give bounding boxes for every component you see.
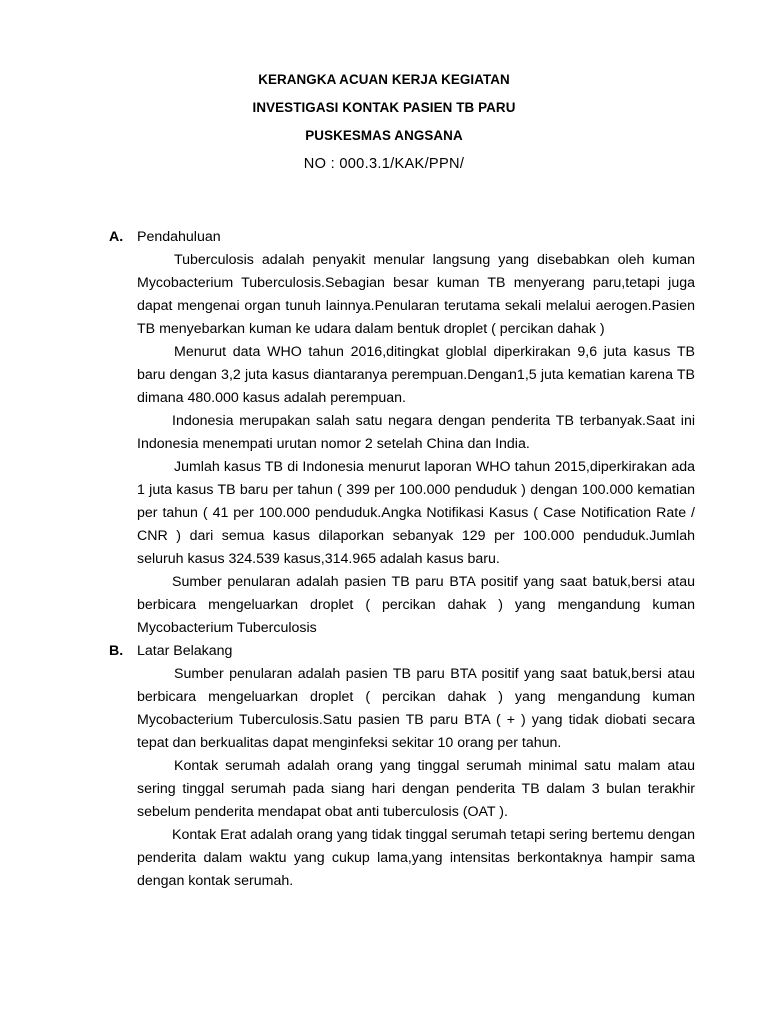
paragraph: Indonesia merupakan salah satu negara dengan penderita TB terbanyak.Saat ini Indonesia menempati urutan nomor 2 setelah China dan India.	[137, 413, 695, 452]
section-letter: B.	[109, 643, 124, 659]
paragraph: Kontak serumah adalah orang yang tinggal serumah minimal satu malam atau sering tinggal serumah pada siang hari dengan penderita TB dalam 3 bulan terakhir sebelum penderita mendapat obat anti tuberculosis (OAT ).	[137, 758, 695, 820]
document-number: NO : 000.3.1/KAK/PPN/	[303, 156, 465, 172]
section-title: Latar Belakang	[137, 643, 233, 659]
paragraph: Menurut data WHO tahun 2016,ditingkat globlal diperkirakan 9,6 juta kasus TB baru dengan 3,2 juta kasus diantaranya perempuan.Dengan1,5 juta kematian karena TB dimana 480.000 kasus adalah perempuan.	[137, 344, 695, 406]
paragraph: Sumber penularan adalah pasien TB paru BTA positif yang saat batuk,bersi atau berbicara mengeluarkan droplet ( percikan dahak ) yang mengandung kuman Mycobacterium Tuberculosis.Satu pasien TB paru BTA ( + ) yang tidak diobati secara tepat dan berkualitas dapat menginfeksi sekitar 10 orang per tahun.	[137, 666, 695, 751]
section-latar-belakang	[0, 640, 768, 893]
section-pendahuluan	[0, 226, 768, 640]
document-header	[0, 66, 768, 178]
header-title-line-3: PUSKESMAS ANGSANA	[305, 128, 463, 143]
paragraph: Kontak Erat adalah orang yang tidak tinggal serumah tetapi sering bertemu dengan penderita dalam waktu yang cukup lama,yang intensitas berkontaknya hampir sama dengan kontak serumah.	[137, 827, 695, 889]
section-heading	[0, 640, 768, 663]
paragraph: Jumlah kasus TB di Indonesia menurut laporan WHO tahun 2015,diperkirakan ada 1 juta kasus TB baru per tahun ( 399 per 100.000 penduduk ) dengan 100.000 kematian per tahun ( 41 per 100.000 penduduk.Angka Notifikasi Kasus ( Case Notification Rate / CNR ) dari semua kasus dilaporkan sebanyak 129 per 100.000 penduduk.Jumlah seluruh kasus 324.539 kasus,314.965 adalah kasus baru.	[137, 459, 695, 567]
paragraph: Tuberculosis adalah penyakit menular langsung yang disebabkan oleh kuman Mycobacterium Tuberculosis.Sebagian besar kuman TB menyerang paru,tetapi juga dapat mengenai organ tunuh lainnya.Penularan terutama sekali melalui aerogen.Pasien TB menyebarkan kuman ke udara dalam bentuk droplet ( percikan dahak )	[137, 252, 695, 337]
header-title-line-1: KERANGKA ACUAN KERJA KEGIATAN	[258, 72, 510, 87]
section-heading	[0, 226, 768, 249]
header-title-line-2: INVESTIGASI KONTAK PASIEN TB PARU	[252, 100, 516, 115]
paragraph: Sumber penularan adalah pasien TB paru BTA positif yang saat batuk,bersi atau berbicara mengeluarkan droplet ( percikan dahak ) yang mengandung kuman Mycobacterium Tuberculosis	[137, 574, 695, 636]
section-title: Pendahuluan	[137, 229, 221, 245]
section-letter: A.	[109, 229, 124, 245]
